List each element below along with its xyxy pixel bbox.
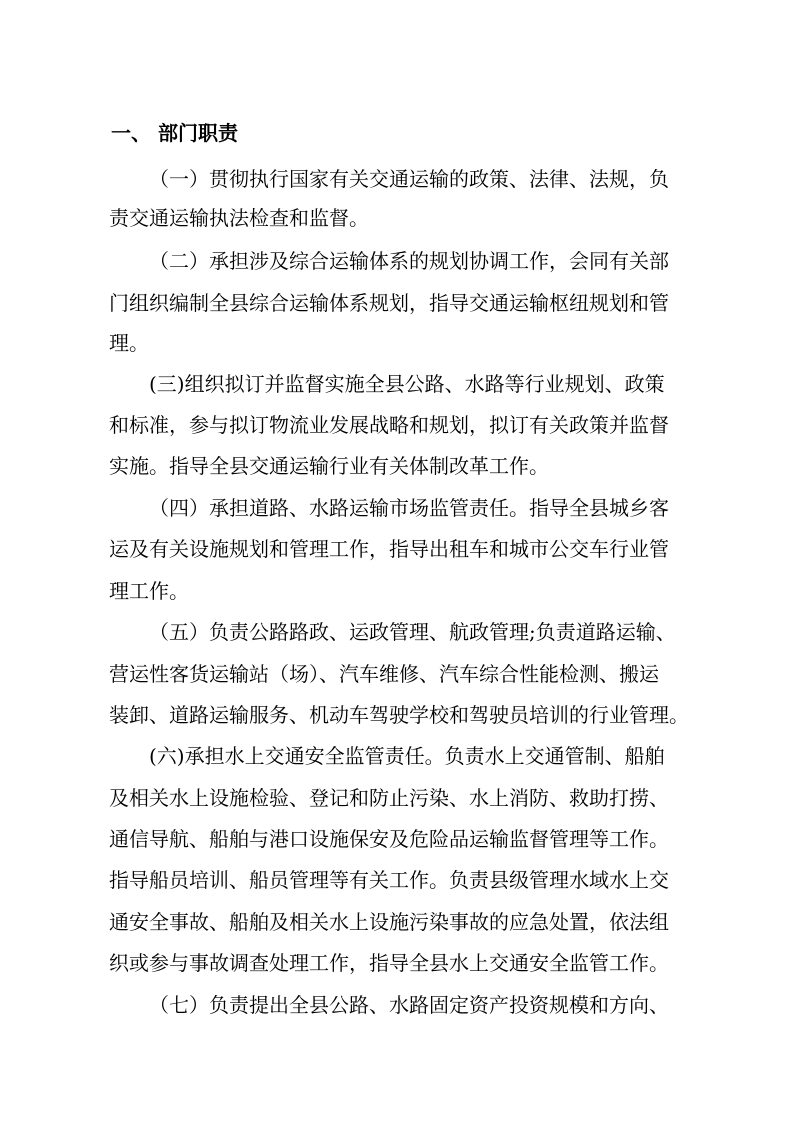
paragraph-2-line-1: （二）承担涉及综合运输体系的规划协调工作，会同有关部: [149, 249, 669, 273]
paragraph-5-line-1: （五）负责公路路政、运政管理、航政管理;负责道路运输、: [149, 620, 676, 644]
paragraph-1-line-2: 责交通运输执法检查和监督。: [109, 206, 369, 230]
paragraph-5-line-3: 装卸、道路运输服务、机动车驾驶学校和驾驶员培训的行业管理。: [109, 703, 689, 727]
paragraph-6-line-6: 织或参与事故调查处理工作，指导全县水上交通安全监管工作。: [109, 951, 669, 975]
paragraph-4-line-1: （四）承担道路、水路运输市场监管责任。指导全县城乡客: [149, 496, 669, 520]
paragraph-4-line-3: 理工作。: [109, 579, 189, 603]
paragraph-2-line-2: 门组织编制全县综合运输体系规划，指导交通运输枢纽规划和管: [109, 291, 669, 315]
paragraph-5-line-2: 营运性客货运输站（场）、汽车维修、汽车综合性能检测、搬运: [109, 662, 659, 686]
paragraph-7-line-1: （七）负责提出全县公路、水路固定资产投资规模和方向、: [149, 993, 669, 1017]
paragraph-3-line-3: 实施。指导全县交通运输行业有关体制改革工作。: [109, 454, 549, 478]
paragraph-4-line-2: 运及有关设施规划和管理工作，指导出租车和城市公交车行业管: [109, 537, 669, 561]
paragraph-2-line-3: 理。: [109, 331, 149, 355]
paragraph-6-line-1: (六)承担水上交通安全监管责任。负责水上交通管制、船舶: [149, 744, 665, 768]
paragraph-6-line-4: 指导船员培训、船员管理等有关工作。负责县级管理水域水上交: [109, 868, 669, 892]
paragraph-6-line-2: 及相关水上设施检验、登记和防止污染、水上消防、救助打捞、: [109, 786, 669, 810]
paragraph-3-line-1: (三)组织拟订并监督实施全县公路、水路等行业规划、政策: [149, 372, 665, 396]
paragraph-1-line-1: （一）贯彻执行国家有关交通运输的政策、法律、法规，负: [149, 167, 669, 191]
paragraph-6-line-3: 通信导航、船舶与港口设施保安及危险品运输监督管理等工作。: [109, 827, 669, 851]
paragraph-6-line-5: 通安全事故、船舶及相关水上设施污染事故的应急处置，依法组: [109, 910, 669, 934]
section-heading: 一、 部门职责: [111, 121, 238, 145]
paragraph-3-line-2: 和标准，参与拟订物流业发展战略和规划，拟订有关政策并监督: [109, 413, 669, 437]
